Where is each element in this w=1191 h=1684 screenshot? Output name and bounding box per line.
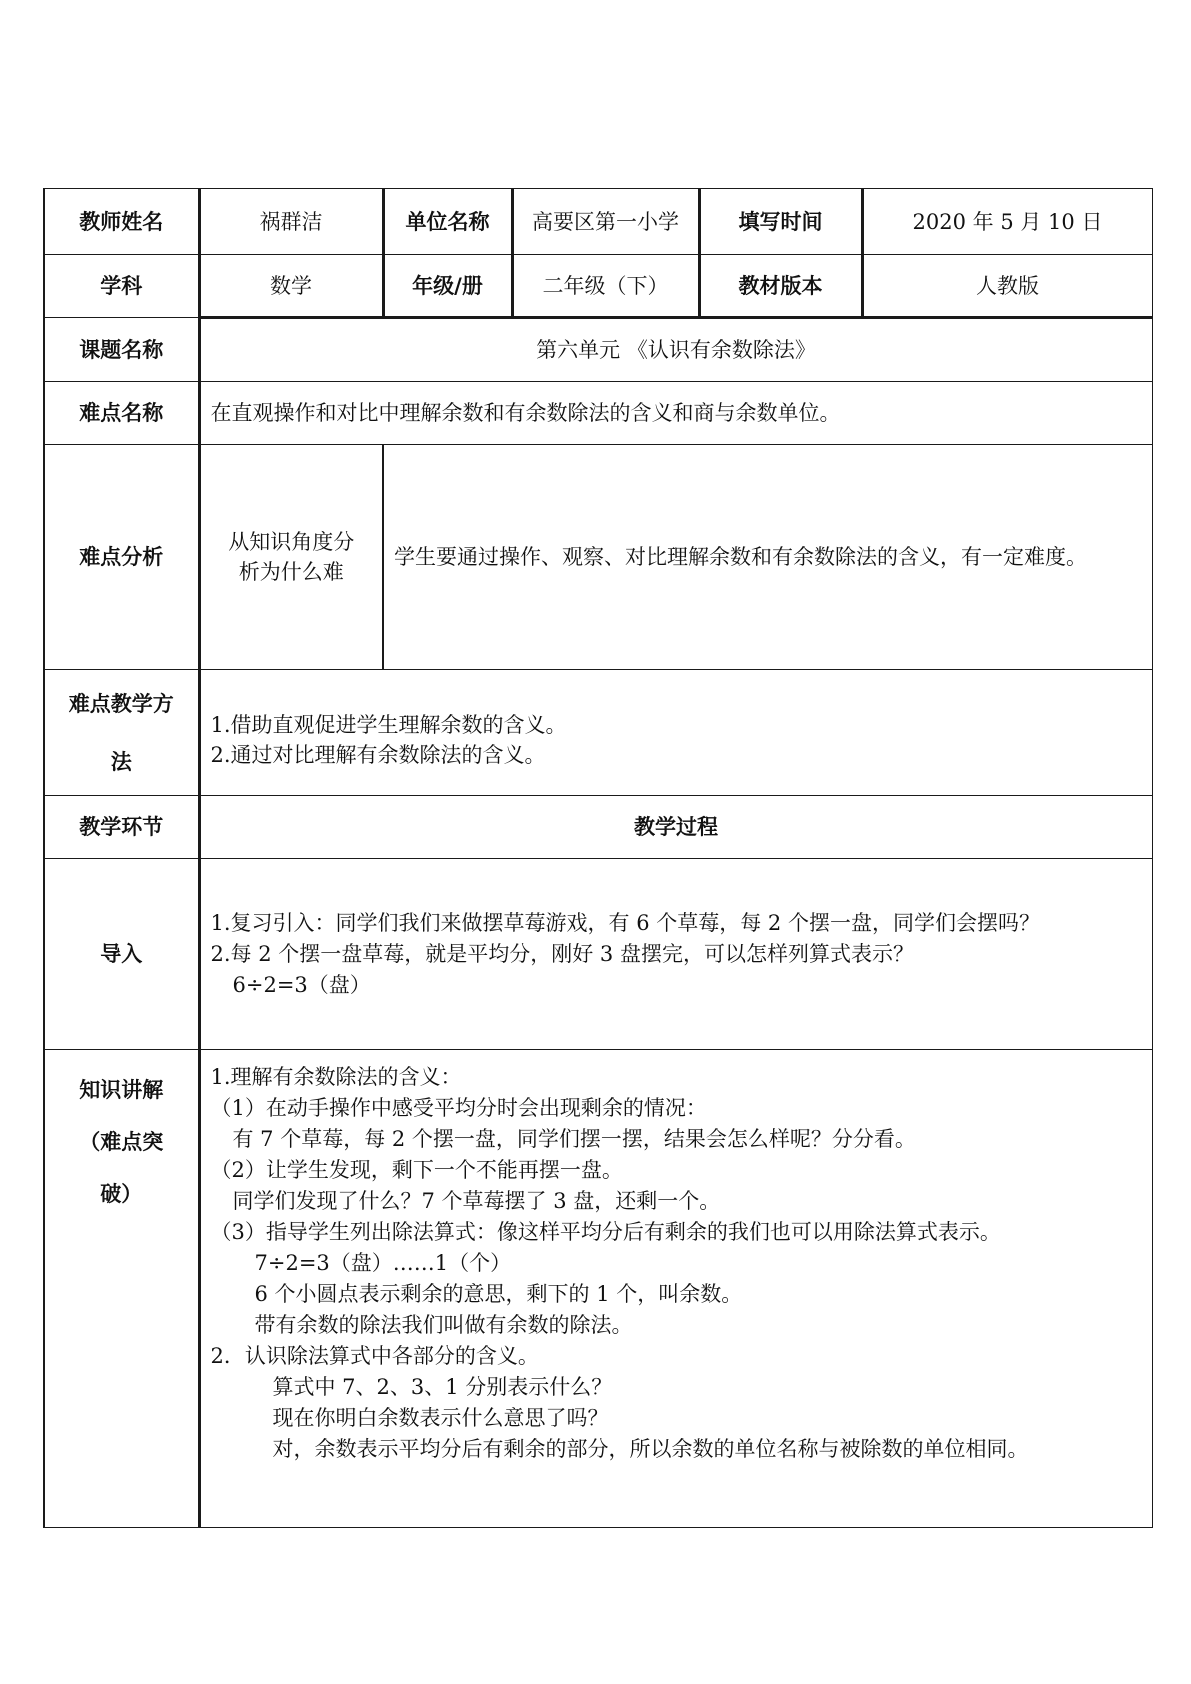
- fill-date-label: 填写时间: [699, 189, 862, 255]
- row-knowledge: [44, 1050, 1152, 1528]
- analysis-sublabel: [199, 445, 383, 670]
- difficulty-value: 在直观操作和对比中理解余数和有余数除法的含义和商与余数单位。: [199, 382, 1152, 445]
- method-item: 2.通过对比理解有余数除法的含义。: [210, 742, 546, 767]
- edition-label: 教材版本: [699, 255, 862, 318]
- unit-name-label: 单位名称: [383, 189, 512, 255]
- knowledge-line: 算式中 7、2、3、1 分别表示什么？: [272, 1375, 613, 1399]
- stage-header-label: 教学环节: [44, 796, 199, 859]
- topic-label: 课题名称: [44, 318, 199, 382]
- grade-value: 二年级（下）: [512, 255, 699, 318]
- method-label: [44, 670, 199, 796]
- subject-value: 数学: [199, 255, 383, 318]
- intro-line: 6÷2=3（盘）: [232, 972, 371, 997]
- knowledge-line: 有 7 个草莓，每 2 个摆一盘，同学们摆一摆，结果会怎么样呢？分分看。: [232, 1127, 916, 1151]
- knowledge-label: [44, 1050, 199, 1528]
- row-subject: [44, 255, 1152, 318]
- analysis-sublabel-line2: 析为什么难: [238, 560, 344, 584]
- row-intro: [44, 859, 1152, 1050]
- lesson-plan-sheet: [43, 188, 1151, 1528]
- fill-date-value: 2020 年 5 月 10 日: [862, 189, 1152, 255]
- unit-name-value: 高要区第一小学: [512, 189, 699, 255]
- knowledge-line: 同学们发现了什么？7 个草莓摆了 3 盘，还剩一个。: [232, 1189, 721, 1213]
- knowledge-line: 对，余数表示平均分后有剩余的部分，所以余数的单位名称与被除数的单位相同。: [272, 1437, 1029, 1461]
- knowledge-line: 1.理解有余数除法的含义：: [210, 1065, 462, 1089]
- method-item: 1.借助直观促进学生理解余数的含义。: [210, 712, 567, 737]
- intro-line: 1.复习引入：同学们我们来做摆草莓游戏，有 6 个草莓，每 2 个摆一盘，同学们会摆吗？: [210, 910, 1040, 935]
- analysis-label: 难点分析: [44, 445, 199, 670]
- teacher-name-value: 祸群洁: [199, 189, 383, 255]
- subject-label: 学科: [44, 255, 199, 318]
- knowledge-line: （2）让学生发现，剩下一个不能再摆一盘。: [210, 1158, 623, 1182]
- process-header-label: 教学过程: [199, 796, 1152, 859]
- row-topic: [44, 318, 1152, 382]
- method-label-line2: 法: [110, 749, 132, 774]
- knowledge-content: [199, 1050, 1152, 1528]
- row-process-header: [44, 796, 1152, 859]
- analysis-content: 学生要通过操作、观察、对比理解余数和有余数除法的含义，有一定难度。: [383, 445, 1152, 670]
- grade-label: 年级/册: [383, 255, 512, 318]
- knowledge-line: 6 个小圆点表示剩余的意思，剩下的 1 个，叫余数。: [254, 1282, 743, 1306]
- knowledge-line: 现在你明白余数表示什么意思了吗？: [272, 1406, 609, 1430]
- knowledge-label-line3: 破）: [100, 1182, 143, 1206]
- knowledge-line: （3）指导学生列出除法算式：像这样平均分后有剩余的我们也可以用除法算式表示。: [210, 1220, 1001, 1244]
- row-difficulty: [44, 382, 1152, 445]
- analysis-sublabel-line1: 从知识角度分: [228, 530, 355, 554]
- intro-content: [199, 859, 1152, 1050]
- edition-value: 人教版: [862, 255, 1152, 318]
- method-content: [199, 670, 1152, 796]
- teacher-name-label: 教师姓名: [44, 189, 199, 255]
- knowledge-label-line2: （难点突: [79, 1130, 164, 1154]
- method-label-line1: 难点教学方: [68, 691, 174, 716]
- knowledge-line: 7÷2=3（盘）……1（个）: [254, 1251, 512, 1275]
- intro-line: 2.每 2 个摆一盘草莓，就是平均分，刚好 3 盘摆完，可以怎样列算式表示？: [210, 941, 914, 966]
- knowledge-label-line1: 知识讲解: [79, 1078, 164, 1102]
- topic-value: 第六单元 《认识有余数除法》: [199, 318, 1152, 382]
- knowledge-line: 带有余数的除法我们叫做有余数的除法。: [254, 1313, 633, 1337]
- row-teacher: [44, 189, 1152, 255]
- row-analysis: [44, 445, 1152, 670]
- difficulty-label: 难点名称: [44, 382, 199, 445]
- lesson-plan-table: [43, 188, 1153, 1528]
- intro-label: 导入: [44, 859, 199, 1050]
- knowledge-line: （1）在动手操作中感受平均分时会出现剩余的情况：: [210, 1096, 707, 1120]
- knowledge-line: 2．认识除法算式中各部分的含义。: [210, 1344, 539, 1368]
- row-method: [44, 670, 1152, 796]
